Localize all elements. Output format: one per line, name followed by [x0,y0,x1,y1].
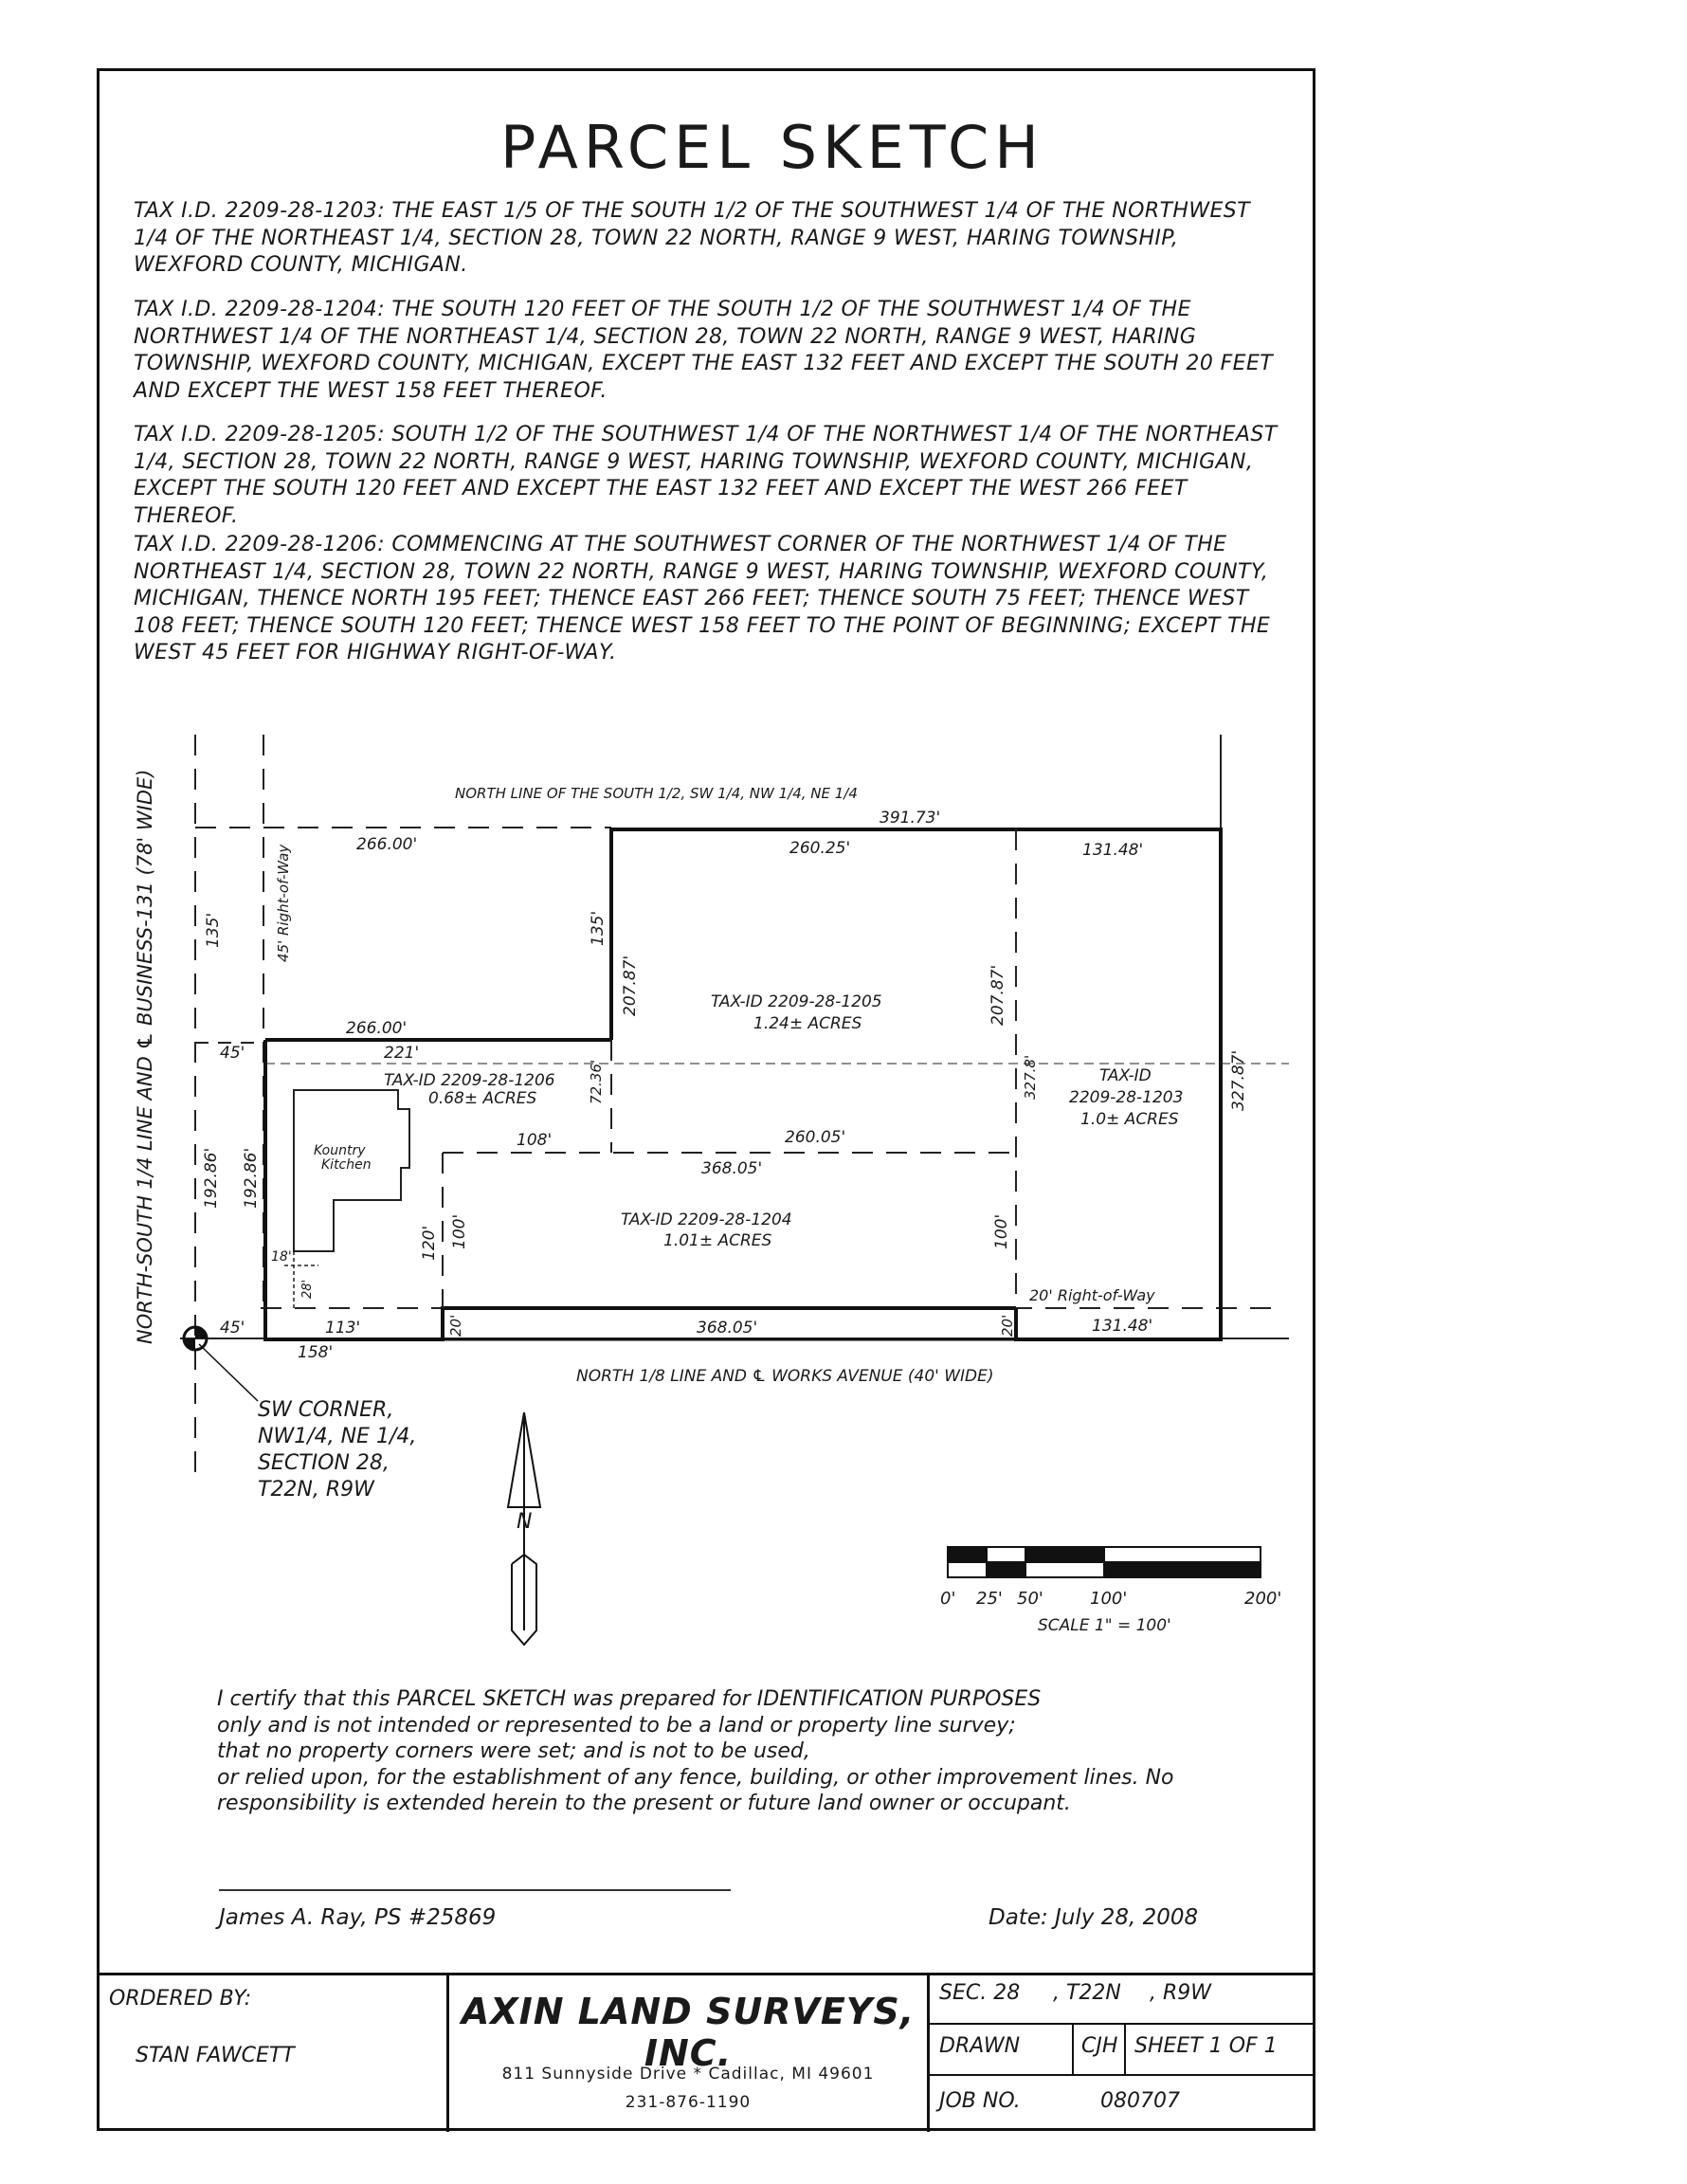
dim-v-20-right: 20' [999,1314,1016,1337]
drawn-label: DRAWN [939,2034,1021,2058]
dim-v-327-outer: 327.87' [1229,1049,1248,1111]
parcel-1205-id: TAX-ID 2209-28-1205 [711,992,882,1011]
dim-v-207-left: 207.87' [621,955,640,1016]
cert-line: I certify that this PARCEL SKETCH was prepared for IDENTIFICATION PURPOSES [217,1687,1042,1711]
parcel-1203-area: 1.0± ACRES [1080,1110,1179,1129]
scale-tick: 0' [940,1589,956,1609]
dim-28: 28' [300,1279,315,1299]
dim-v-207-right: 207.87' [989,964,1007,1026]
page-title: PARCEL SKETCH [500,113,1044,182]
north-line-label: NORTH LINE OF THE SOUTH 1/2, SW 1/4, NW 1/4, NE 1/4 [455,785,858,802]
job-number-label: JOB NO. [939,2089,1021,2113]
description-1205: TAX I.D. 2209-28-1205: SOUTH 1/2 OF THE SOUTHWEST 1/4 OF THE NORTHWEST 1/4 OF THE NORTHEAST 1/4, SECTION 28, TOWN 22 NORTH, RANGE 9 WEST, HARING TOWNSHIP, WEXFORD COUNTY, MICHIGAN, EXCEPT THE SOUTH 120 FEET AND EXCEPT THE EAST 132 FEET AND EXCEPT THE WEST 266 FEET THEREOF. [134,423,1278,528]
dim-v-72: 72.36' [588,1059,605,1104]
dim-bot-131: 131.48' [1092,1317,1153,1336]
corner-leader-line [199,1344,258,1401]
dim-top-right: 131.48' [1082,841,1144,860]
company-phone: 231-876-1190 [625,2093,752,2112]
corner-label-line: NW1/4, NE 1/4, [258,1425,417,1448]
parcel-south-boundary [265,1040,1016,1339]
scale-text: SCALE 1" = 100' [1038,1616,1171,1635]
cert-line: only and is not intended or represented to be a land or property line survey; [217,1713,1016,1738]
company-name: AXIN LAND SURVEYS, INC. [461,1991,916,2074]
row-45-label: 45' Right-of-Way [275,844,292,962]
dim-top-total: 391.73' [880,809,941,828]
dim-v-120: 120' [420,1225,439,1261]
dim-v-327-inner: 327.8' [1022,1054,1039,1100]
corner-label-line: SW CORNER, [258,1398,394,1422]
west-road-label: NORTH-SOUTH 1/4 LINE AND ℄ BUSINESS-131 (78' WIDE) [134,769,156,1344]
dim-45-bot: 45' [220,1319,245,1338]
ordered-by-name: STAN FAWCETT [136,2044,295,2067]
township: , T22N [1053,1981,1121,2005]
north-arrow-label: N [517,1510,533,1534]
parcel-1204-id: TAX-ID 2209-28-1204 [621,1210,792,1229]
section-number: SEC. 28 [939,1981,1021,2005]
corner-label-line: SECTION 28, [258,1451,390,1475]
dim-18: 18' [271,1249,292,1265]
dim-mid-108: 108' [517,1131,553,1150]
dim-bot-158: 158' [298,1343,334,1362]
ordered-by-label: ORDERED BY: [109,1987,252,2011]
description-1206: TAX I.D. 2209-28-1206: COMMENCING AT THE SOUTHWEST CORNER OF THE NORTHWEST 1/4 OF THE NORTHEAST 1/4, SECTION 28, TOWN 22 NORTH, RANGE 9 WEST, HARING TOWNSHIP, WEXFORD COUNTY, MICHIGAN, THENCE NORTH 195 FEET; THENCE EAST 266 FEET; THENCE SOUTH 75 FEET; THENCE WEST 108 FEET; THENCE SOUTH 120 FEET; THENCE WEST 158 FEET TO THE POINT OF BEGINNING; EXCEPT THE WEST 45 FEET FOR HIGHWAY RIGHT-OF-WAY. [134,533,1271,664]
building-label: Kountry [314,1143,366,1158]
dim-v-192-a: 192.86' [202,1147,221,1209]
parcel-1203-id-number: 2209-28-1203 [1069,1088,1184,1107]
dim-bot-368: 368.05' [697,1319,758,1338]
cert-line: responsibility is extended herein to the present or future land owner or occupant. [217,1792,1071,1815]
scale-segment [987,1562,1025,1577]
parcel-1206-id: TAX-ID 2209-28-1206 [384,1071,555,1090]
dim-v-135-mid: 135' [589,910,608,946]
scale-segment [1025,1547,1104,1562]
dim-bot-113: 113' [325,1319,361,1338]
dim-mid-221: 221' [384,1044,420,1063]
dim-45-top: 45' [220,1044,245,1063]
sheet-number: SHEET 1 OF 1 [1134,2034,1278,2058]
scale-segment [1104,1562,1261,1577]
scale-tick: 50' [1017,1589,1043,1609]
parcel-1203-id: TAX-ID [1099,1066,1152,1085]
dim-v-192-b: 192.86' [242,1147,261,1209]
dim-v-135-left: 135' [204,912,223,948]
scale-tick: 200' [1244,1589,1282,1609]
scale-segment [948,1547,987,1562]
building-label: Kitchen [321,1157,372,1173]
sketch-date: Date: July 28, 2008 [989,1905,1199,1930]
dim-v-20-left: 20' [447,1314,464,1337]
parcel-1204-area: 1.01± ACRES [663,1231,772,1250]
description-1203: TAX I.D. 2209-28-1203: THE EAST 1/5 OF THE SOUTH 1/2 OF THE SOUTHWEST 1/4 OF THE NORTHWEST 1/4 OF THE NORTHEAST 1/4, SECTION 28, TOWN 22 NORTH, RANGE 9 WEST, HARING TOWNSHIP, WEXFORD COUNTY, MICHIGAN. [134,199,1251,277]
parcel-1205-area: 1.24± ACRES [753,1014,862,1033]
corner-label-line: T22N, R9W [258,1478,374,1502]
row-20-label: 20' Right-of-Way [1029,1286,1155,1304]
dim-v-100-right: 100' [992,1213,1011,1249]
dim-top-mid: 260.25' [789,839,851,858]
job-number: 080707 [1100,2089,1180,2113]
drawn-by: CJH [1081,2034,1118,2058]
range: , R9W [1150,1981,1212,2005]
dimensions [202,809,1248,1362]
corner-label [258,1398,416,1502]
parcel-1206-area: 0.68± ACRES [428,1089,537,1108]
dim-mid-260: 260.05' [785,1128,846,1147]
scale-tick: 25' [976,1589,1003,1609]
south-road-label: NORTH 1/8 LINE AND ℄ WORKS AVENUE (40' WIDE) [576,1367,994,1386]
dim-top-left: 266.00' [356,835,418,854]
description-1204: TAX I.D. 2209-28-1204: THE SOUTH 120 FEET OF THE SOUTH 1/2 OF THE SOUTHWEST 1/4 OF THE NORTHWEST 1/4 OF THE NORTHEAST 1/4, SECTION 28, TOWN 22 NORTH, RANGE 9 WEST, HARING TOWNSHIP, WEXFORD COUNTY, MICHIGAN, EXCEPT THE EAST 132 FEET AND EXCEPT THE SOUTH 20 FEET AND EXCEPT THE WEST 158 FEET THEREOF. [134,298,1274,403]
cert-line: that no property corners were set; and is not to be used, [217,1739,810,1763]
dim-v-100-left: 100' [450,1213,469,1249]
company-address: 811 Sunnyside Drive * Cadillac, MI 49601 [501,2065,875,2084]
scale-tick: 100' [1090,1589,1128,1609]
scale-bar [948,1547,1261,1577]
dim-mid-368: 368.05' [701,1159,763,1178]
cert-line: or relied upon, for the establishment of any fence, building, or other improvement lines. No [217,1765,1174,1790]
surveyor-signature: James A. Ray, PS #25869 [219,1905,497,1930]
dim-mid-266: 266.00' [346,1019,408,1038]
